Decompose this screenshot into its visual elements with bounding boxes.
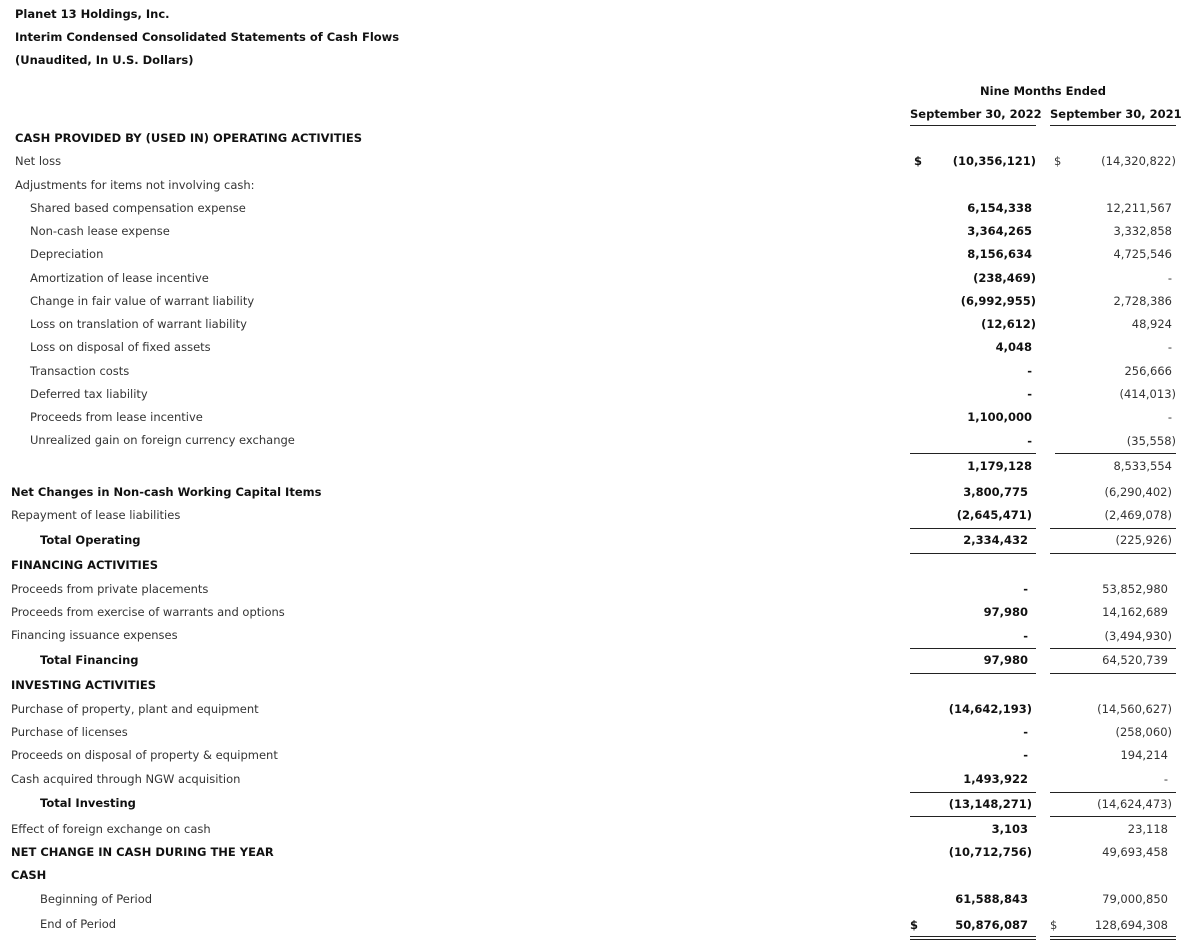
value-2022: - — [1023, 725, 1028, 739]
value-2022: 3,364,265 — [967, 224, 1032, 238]
value-2022: - — [1027, 434, 1032, 448]
value-2021: (35,558) — [1126, 434, 1176, 448]
total-rule-2022 — [910, 528, 1036, 529]
row-label: Beginning of Period — [40, 892, 153, 906]
net-change-2022: (10,712,756) — [948, 845, 1032, 859]
row-label: Purchase of licenses — [11, 725, 128, 739]
subtotal-rule-2021 — [1055, 453, 1176, 454]
row-label: Net Changes in Non-cash Working Capital Items — [11, 485, 322, 499]
value-2021: (14,320,822) — [1101, 154, 1176, 168]
value-2022: 8,156,634 — [967, 247, 1032, 261]
value-2021: (414,013) — [1119, 387, 1176, 401]
total-investing-2022: (13,148,271) — [948, 797, 1032, 811]
value-2021: 12,211,567 — [1106, 201, 1172, 215]
total-rule-2022 — [910, 648, 1036, 649]
value-2022: (6,992,955) — [960, 294, 1036, 308]
company-name: Planet 13 Holdings, Inc. — [15, 7, 170, 21]
value-2021: 3,332,858 — [1113, 224, 1172, 238]
total-rule-2021 — [1050, 648, 1176, 649]
value-2022: - — [1027, 387, 1032, 401]
double-underline-2021 — [1050, 939, 1176, 940]
value-2021: (3,494,930) — [1104, 629, 1172, 643]
total-operating-label: Total Operating — [40, 533, 141, 547]
row-label: Transaction costs — [30, 364, 130, 378]
value-2022: (10,356,121) — [952, 154, 1036, 168]
row-label: Loss on disposal of fixed assets — [30, 340, 211, 354]
double-underline-2022 — [910, 936, 1036, 937]
column-header-2021: September 30, 2021 — [1050, 107, 1182, 121]
value-2021: (6,290,402) — [1104, 485, 1172, 499]
net-change-label: NET CHANGE IN CASH DURING THE YEAR — [11, 845, 274, 859]
value-2022: (14,642,193) — [948, 702, 1032, 716]
total-operating-2021: (225,926) — [1115, 533, 1172, 547]
row-label: Proceeds on disposal of property & equipment — [11, 748, 278, 762]
value-2021: (258,060) — [1115, 725, 1172, 739]
value-2022: - — [1023, 748, 1028, 762]
value-2022: 3,800,775 — [963, 485, 1028, 499]
value-2022: 3,103 — [991, 822, 1028, 836]
end-of-period-2022: 50,876,087 — [955, 918, 1028, 932]
total-operating-2022: 2,334,432 — [963, 533, 1028, 547]
statement-title: Interim Condensed Consolidated Statements of Cash Flows — [15, 30, 400, 44]
currency-symbol: $ — [910, 918, 919, 932]
total-underline-2022 — [910, 553, 1036, 554]
value-2021: - — [1167, 340, 1172, 354]
total-underline-2022 — [910, 673, 1036, 674]
total-financing-2022: 97,980 — [983, 653, 1028, 667]
row-label: Depreciation — [30, 247, 104, 261]
value-2021: 79,000,850 — [1102, 892, 1168, 906]
row-label: Adjustments for items not involving cash: — [15, 178, 255, 192]
total-underline-2021 — [1050, 553, 1176, 554]
net-change-2021: 49,693,458 — [1102, 845, 1168, 859]
value-2022: 97,980 — [983, 605, 1028, 619]
total-rule-2021 — [1050, 528, 1176, 529]
value-2022: 4,048 — [995, 340, 1032, 354]
value-2022: (12,612) — [981, 317, 1036, 331]
row-label: Non-cash lease expense — [30, 224, 170, 238]
row-label: Loss on translation of warrant liability — [30, 317, 247, 331]
row-label: Repayment of lease liabilities — [11, 508, 181, 522]
row-label: End of Period — [40, 917, 117, 931]
total-underline-2021 — [1050, 816, 1176, 817]
currency-symbol: $ — [1050, 918, 1058, 932]
value-2022: (238,469) — [973, 271, 1036, 285]
row-label: Change in fair value of warrant liability — [30, 294, 255, 308]
value-2021: 2,728,386 — [1113, 294, 1172, 308]
double-underline-2022 — [910, 939, 1036, 940]
row-label: Purchase of property, plant and equipment — [11, 702, 259, 716]
row-label: Net loss — [15, 154, 62, 168]
value-2021: 4,725,546 — [1113, 247, 1172, 261]
column-header-2022-underline — [910, 125, 1036, 126]
value-2021: (2,469,078) — [1104, 508, 1172, 522]
value-2021: - — [1167, 271, 1172, 285]
value-2021: - — [1167, 410, 1172, 424]
row-label: Proceeds from exercise of warrants and options — [11, 605, 285, 619]
total-financing-label: Total Financing — [40, 653, 139, 667]
column-header-2021-underline — [1050, 125, 1176, 126]
total-investing-label: Total Investing — [40, 796, 136, 810]
value-2022: 6,154,338 — [967, 201, 1032, 215]
row-label: Effect of foreign exchange on cash — [11, 822, 211, 836]
value-2021: 14,162,689 — [1102, 605, 1168, 619]
period-heading: Nine Months Ended — [980, 84, 1106, 98]
currency-symbol: $ — [1054, 154, 1062, 168]
total-underline-2021 — [1050, 673, 1176, 674]
row-label: Proceeds from private placements — [11, 582, 209, 596]
adjustments-subtotal-2022: 1,179,128 — [967, 459, 1032, 473]
currency-symbol: $ — [914, 154, 923, 168]
value-2022: - — [1027, 364, 1032, 378]
row-label: Shared based compensation expense — [30, 201, 246, 215]
section-financing-heading: FINANCING ACTIVITIES — [11, 558, 158, 572]
column-header-2022: September 30, 2022 — [910, 107, 1042, 121]
total-rule-2022 — [910, 792, 1036, 793]
value-2022: - — [1023, 629, 1028, 643]
total-financing-2021: 64,520,739 — [1102, 653, 1168, 667]
row-label: Cash acquired through NGW acquisition — [11, 772, 241, 786]
end-of-period-2021: 128,694,308 — [1094, 918, 1168, 932]
section-operating-heading: CASH PROVIDED BY (USED IN) OPERATING ACTIVITIES — [15, 131, 363, 145]
adjustments-subtotal-2021: 8,533,554 — [1113, 459, 1172, 473]
row-label: Amortization of lease incentive — [30, 271, 209, 285]
section-cash-heading: CASH — [11, 868, 47, 882]
row-label: Financing issuance expenses — [11, 628, 178, 642]
value-2021: 23,118 — [1127, 822, 1168, 836]
value-2021: (14,560,627) — [1097, 702, 1172, 716]
section-investing-heading: INVESTING ACTIVITIES — [11, 678, 157, 692]
row-label: Deferred tax liability — [30, 387, 148, 401]
total-investing-2021: (14,624,473) — [1097, 797, 1172, 811]
row-label: Unrealized gain on foreign currency exchange — [30, 433, 295, 447]
value-2021: 194,214 — [1120, 748, 1168, 762]
total-underline-2022 — [910, 816, 1036, 817]
double-underline-2021 — [1050, 936, 1176, 937]
value-2021: 53,852,980 — [1102, 582, 1168, 596]
statement-basis: (Unaudited, In U.S. Dollars) — [15, 53, 194, 67]
value-2022: 1,493,922 — [963, 772, 1028, 786]
row-label: Proceeds from lease incentive — [30, 410, 203, 424]
value-2021: - — [1163, 772, 1168, 786]
value-2022: 61,588,843 — [955, 892, 1028, 906]
value-2022: - — [1023, 582, 1028, 596]
total-rule-2021 — [1050, 792, 1176, 793]
value-2021: 48,924 — [1131, 317, 1172, 331]
subtotal-rule-2022 — [910, 453, 1036, 454]
value-2021: 256,666 — [1124, 364, 1172, 378]
value-2022: (2,645,471) — [956, 508, 1032, 522]
value-2022: 1,100,000 — [967, 410, 1032, 424]
